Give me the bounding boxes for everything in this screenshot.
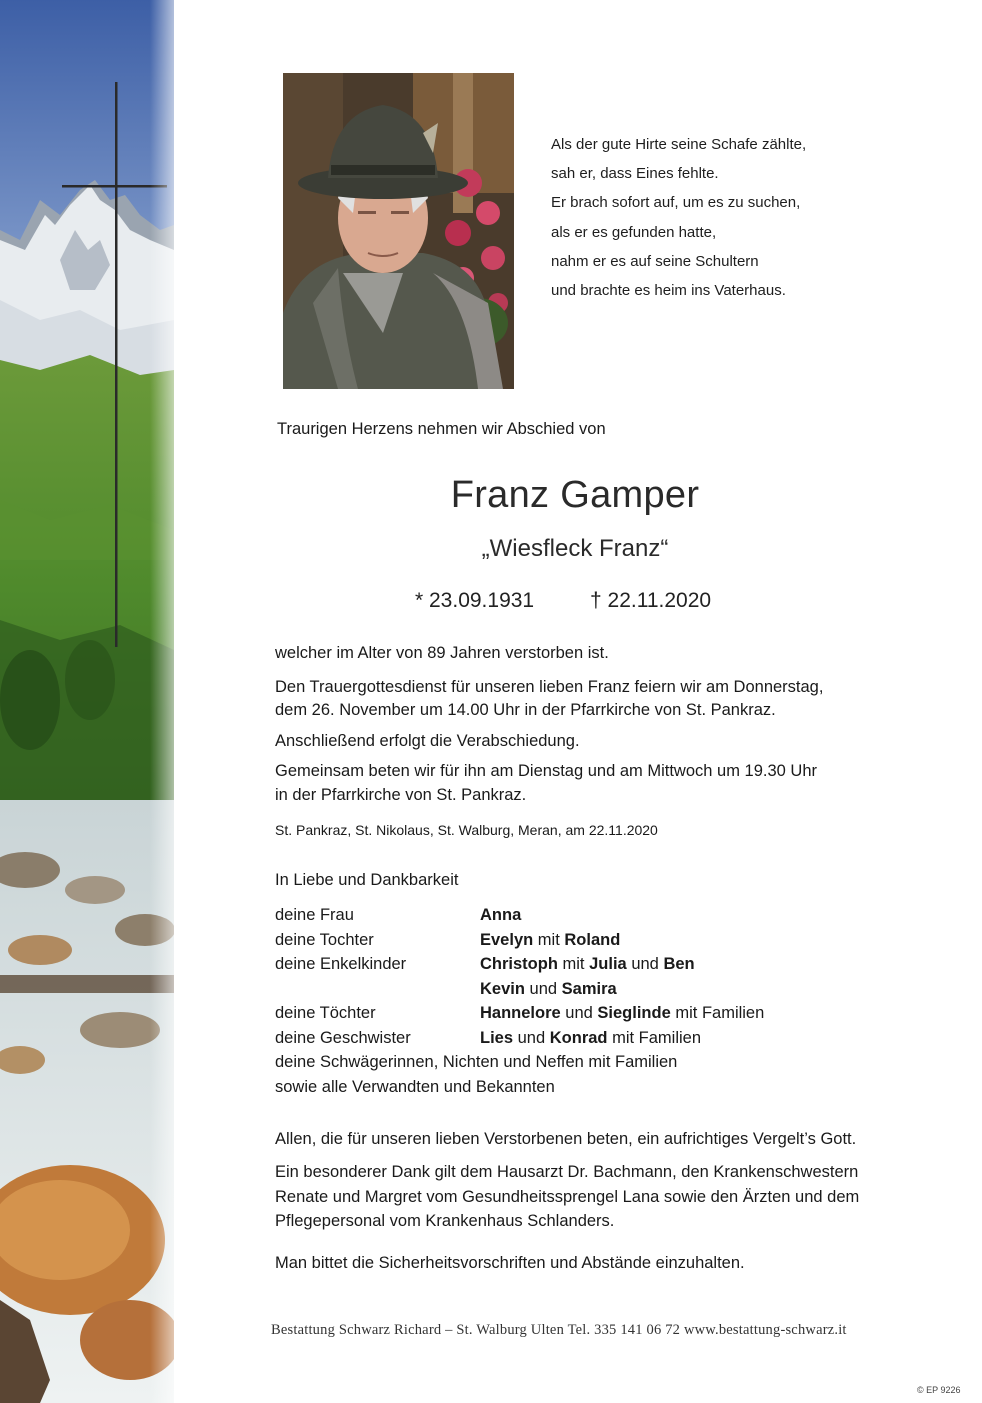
relation-label: deine Frau [275,906,354,924]
portrait-photo [283,73,514,389]
family-name: Roland [564,930,621,949]
relation-names [480,903,521,928]
relation-names [480,1001,764,1026]
landscape-image [0,0,174,1403]
special-thanks-line: Pflegepersonal vom Krankenhaus Schlanders. [275,1211,615,1230]
family-name: Samira [561,979,617,998]
love-line: In Liebe und Dankbarkeit [275,870,459,889]
strip-fade [150,0,190,1403]
deceased-name: Franz Gamper [450,474,700,516]
relation-names [480,928,620,953]
family-name: Ben [663,955,695,973]
relation-label: deine Schwägerinnen, Nichten und Neffen mit Familien [275,1053,678,1071]
intro-text: Traurigen Herzens nehmen wir Abschied von [277,420,606,438]
connector: mit Familien [675,1004,765,1022]
connector: und [529,979,558,998]
family-name: Hannelore [480,1004,561,1022]
thanks-line: Allen, die für unseren lieben Verstorbenen beten, ein aufrichtiges Vergelt’s Gott. [275,1130,857,1148]
family-name: Evelyn [480,930,534,949]
deceased-nickname: „Wiesfleck Franz“ [481,535,669,562]
death-date: † 22.11.2020 [590,589,712,612]
poem-line: nahm er es auf seine Schultern [551,252,759,270]
family-name: Lies [480,1028,514,1047]
connector: und [517,1028,546,1047]
relation-names [480,1026,701,1051]
relation-label: deine Geschwister [275,1028,411,1047]
age-line: welcher im Alter von 89 Jahren verstorben ist. [275,644,609,662]
relation-label: deine Tochter [275,930,374,949]
birth-date: * 23.09.1931 [415,589,535,612]
connector: mit [562,955,585,973]
family-name: Konrad [549,1028,608,1047]
special-thanks-line: Renate und Margret vom Gesundheitssprengel Lana sowie den Ärzten und dem [275,1187,860,1206]
connector: und [631,955,659,973]
relation-label: sowie alle Verwandten und Bekannten [275,1077,555,1096]
family-name: Anna [480,906,522,924]
closing-text [275,1127,859,1284]
special-thanks-line: Ein besonderer Dank gilt dem Hausarzt Dr. Bachmann, den Krankenschwestern [275,1163,859,1182]
announcement-body [275,642,823,899]
family-name: Julia [589,955,627,973]
prayer-line: in der Pfarrkirche von St. Pankraz. [275,785,527,804]
service-line: dem 26. November um 14.00 Uhr in der Pfarrkirche von St. Pankraz. [275,701,776,719]
family-name: Christoph [480,955,558,973]
connector: mit Familien [612,1028,702,1047]
family-name: Sieglinde [597,1004,671,1022]
poem-line: und brachte es heim ins Vaterhaus. [551,282,786,300]
prayer-line: Gemeinsam beten wir für ihn am Dienstag und am Mittwoch um 19.30 Uhr [275,762,817,780]
farewell-line: Anschließend erfolgt die Verabschiedung. [275,731,580,750]
funeral-home-footer: Bestattung Schwarz Richard – St. Walburg Ulten Tel. 335 141 06 72 www.bestattung-schwarz.it [271,1322,847,1338]
relation-names [480,952,695,977]
portrait-image [283,73,514,389]
service-line: Den Trauergottesdienst für unseren lieben Franz feiern wir am Donnerstag, [275,677,824,696]
document-code: © EP 9226 [917,1385,961,1395]
connector: mit [537,930,560,949]
place-date: St. Pankraz, St. Nikolaus, St. Walburg, Meran, am 22.11.2020 [275,822,658,838]
poem-line: sah er, dass Eines fehlte. [551,165,719,183]
poem [551,130,806,305]
family-name: Kevin [480,979,525,998]
poem-line: als er es gefunden hatte, [551,223,717,241]
poem-line: Als der gute Hirte seine Schafe zählte, [551,136,807,153]
relation-names [480,977,617,1002]
poem-line: Er brach sofort auf, um es zu suchen, [551,194,801,212]
relation-label: deine Töchter [275,1004,376,1022]
connector: und [565,1004,593,1022]
safety-notice: Man bittet die Sicherheitsvorschriften und Abstände einzuhalten. [275,1254,745,1273]
landscape-strip [0,0,174,1403]
relation-label: deine Enkelkinder [275,955,407,973]
